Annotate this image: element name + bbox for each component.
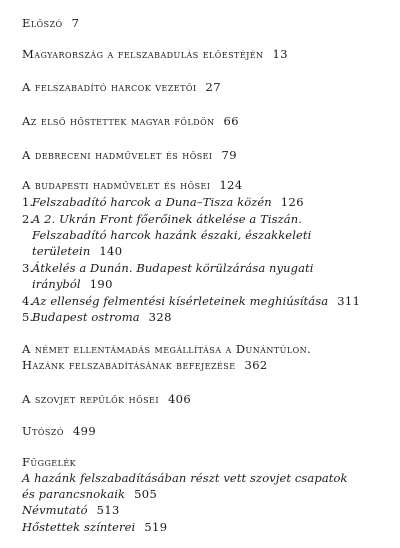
toc-page: 406 xyxy=(167,392,192,406)
toc-entry-first-heroes xyxy=(22,110,239,129)
appendix-text: Névmutató xyxy=(22,503,88,517)
subitem-marker: 2. xyxy=(22,212,33,226)
toc-entry-pilots xyxy=(22,388,191,407)
toc-entry-foreword xyxy=(22,12,79,31)
subitem-page: 126 xyxy=(280,195,304,209)
subitem-marker: 4. xyxy=(22,294,33,308)
subitem-text: Felszabadító harcok a Duna–Tisza közén xyxy=(32,195,272,209)
subitem-text: Budapest ostroma xyxy=(32,310,140,324)
toc-title: A német ellentámadás megállítása a Dunántúlon. xyxy=(22,342,312,356)
appendix-page: 513 xyxy=(96,503,120,517)
toc-page: 13 xyxy=(272,47,288,61)
appendix-page: 519 xyxy=(144,520,168,534)
toc-title: A debreceni hadművelet és hősei xyxy=(22,148,213,162)
subitem-page: 311 xyxy=(337,294,361,308)
appendix-page: 505 xyxy=(134,487,158,501)
toc-title: A szovjet repülők hősei xyxy=(22,392,159,406)
appendix-text: Hőstettek színterei xyxy=(22,520,136,534)
toc-page: 66 xyxy=(223,114,239,128)
toc-title: Magyarország a felszabadulás előestéjén xyxy=(22,47,264,61)
toc-title: A felszabadító harcok vezetői xyxy=(22,80,197,94)
subitem-text: Felszabadító harcok hazánk északi, északkeleti xyxy=(32,228,312,242)
toc-page: 362 xyxy=(244,358,268,372)
toc-page: 7 xyxy=(71,16,80,30)
appendix-text: A hazánk felszabadításában részt vett szovjet csapatok xyxy=(22,471,348,485)
subitem-text: Az ellenség felmentési kísérleteinek meghiúsítása xyxy=(32,294,329,308)
toc-entry-german-line2 xyxy=(22,354,268,373)
subitem-marker: 5. xyxy=(22,310,33,324)
toc-entry-hungary xyxy=(22,43,288,62)
toc-title: Előszó xyxy=(22,16,63,30)
toc-page: 124 xyxy=(219,178,243,192)
subitem-text: Átkelés a Dunán. Budapest körülzárása nyugati xyxy=(32,261,314,275)
subitem-marker: 3. xyxy=(22,261,33,275)
toc-title: Utószó xyxy=(22,424,64,438)
toc-entry-debrecen xyxy=(22,144,237,163)
toc-entry-leaders xyxy=(22,76,221,95)
subitem-text: területein xyxy=(32,244,91,258)
toc-page: 79 xyxy=(221,148,237,162)
subitem-marker: 1. xyxy=(22,195,33,209)
subitem-page: 190 xyxy=(89,277,113,291)
subitem-text: irányból xyxy=(32,277,81,291)
toc-entry-afterword xyxy=(22,420,96,439)
toc-title: Az első hőstettek magyar földön xyxy=(22,114,215,128)
toc-subitem xyxy=(22,306,172,325)
appendix-text: és parancsnokaik xyxy=(22,487,126,501)
toc-page: 499 xyxy=(72,424,97,438)
subitem-page: 328 xyxy=(148,310,172,324)
toc-appendix-item xyxy=(22,516,167,535)
subitem-text: A 2. Ukrán Front főerőinek átkelése a Tiszán. xyxy=(32,212,303,226)
subitem-page: 140 xyxy=(99,244,123,258)
toc-title: Hazánk felszabadításának befejezése xyxy=(22,358,236,372)
toc-title: A budapesti hadművelet és hősei xyxy=(22,178,211,192)
toc-page: 27 xyxy=(205,80,221,94)
toc-title: Függelék xyxy=(22,455,77,469)
